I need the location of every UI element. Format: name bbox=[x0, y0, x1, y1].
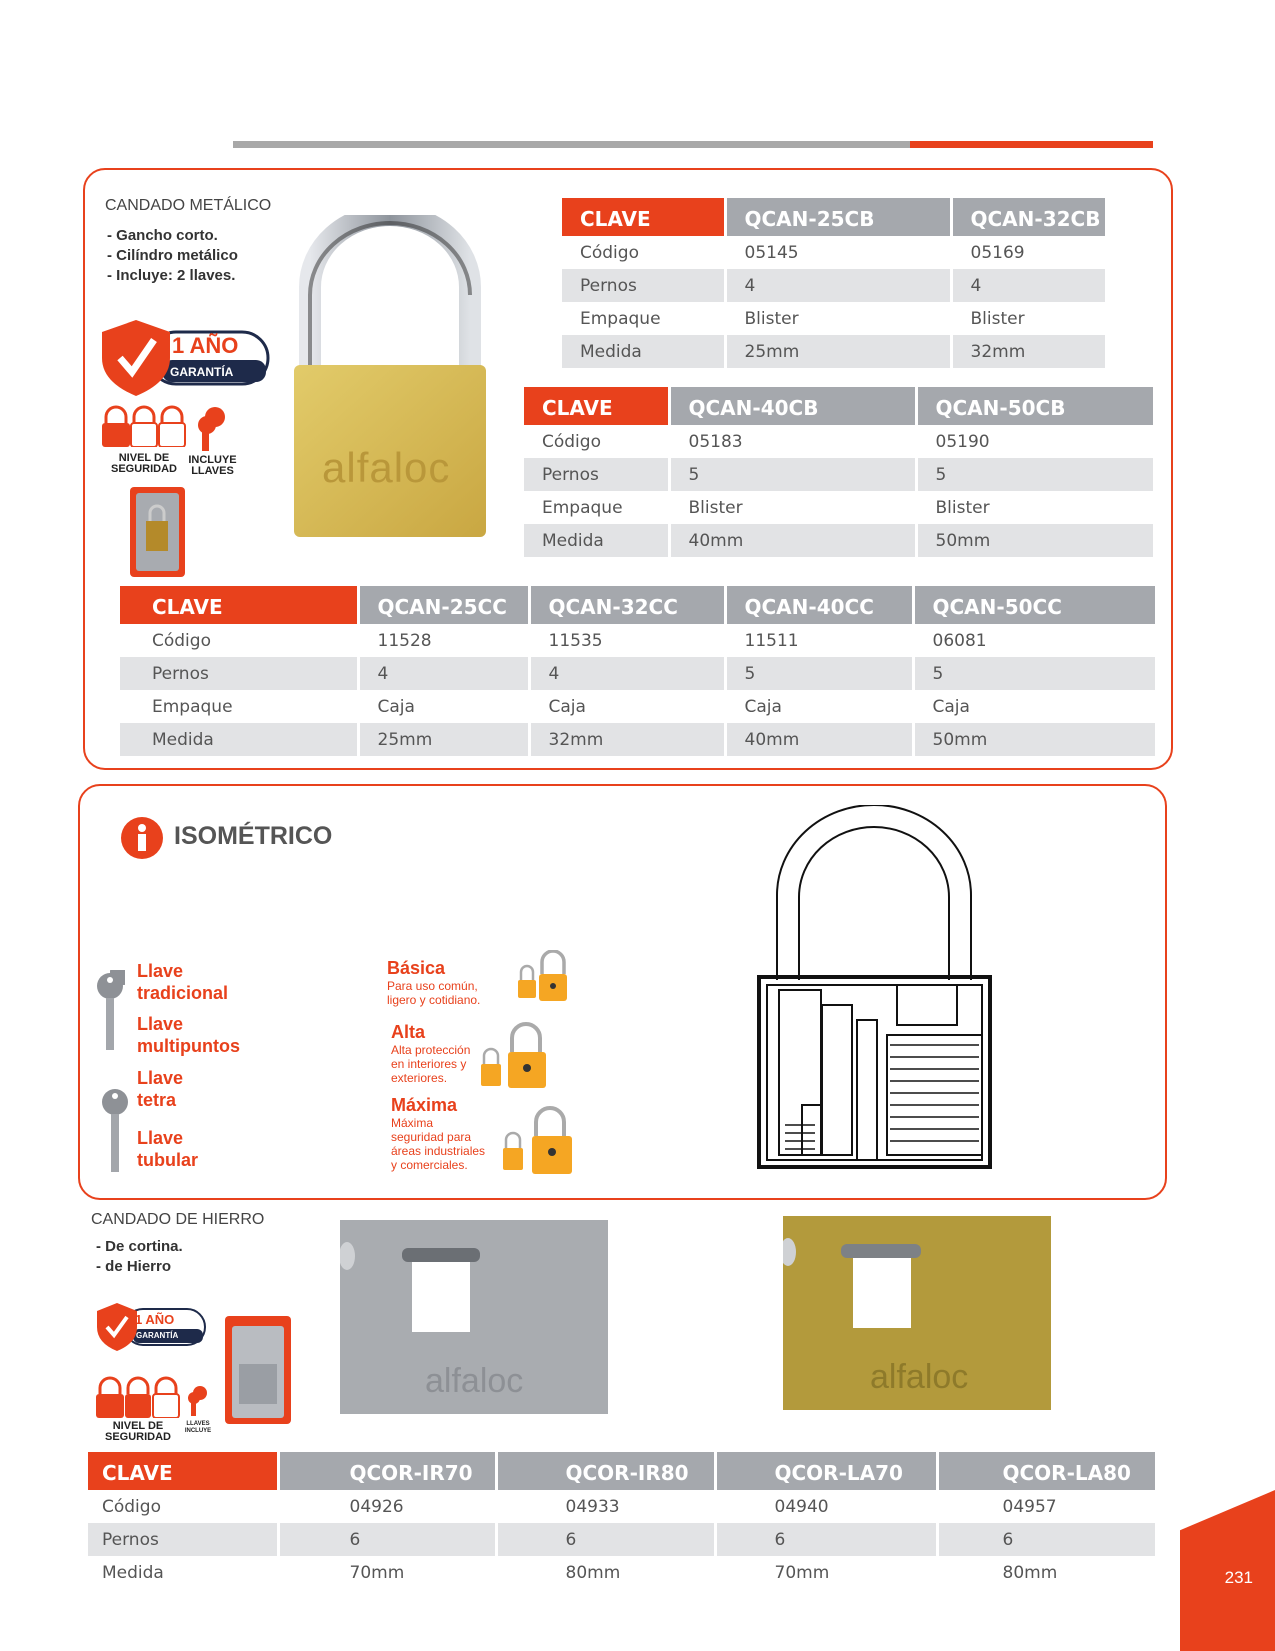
table-cell: 40mm bbox=[669, 524, 916, 557]
table-cell: Empaque bbox=[120, 690, 358, 723]
table-header-cell: QCAN-32CB bbox=[951, 198, 1106, 236]
table-header-cell: QCAN-50CC bbox=[913, 586, 1156, 624]
table-row bbox=[120, 690, 1156, 723]
table-cell: 11535 bbox=[529, 624, 725, 657]
table-cell: Pernos bbox=[524, 458, 669, 491]
level-desc: Alta protección bbox=[391, 1043, 471, 1057]
table-cell: 32mm bbox=[951, 335, 1106, 368]
security-label-line: SEGURIDAD bbox=[110, 463, 177, 475]
table-row bbox=[562, 335, 1106, 368]
table-cell: 6 bbox=[496, 1523, 715, 1556]
table-cell: 4 bbox=[725, 269, 951, 302]
table-header-row bbox=[524, 387, 1154, 425]
table-cell: 6 bbox=[715, 1523, 937, 1556]
brass-padlock-image bbox=[292, 215, 488, 541]
table-row bbox=[88, 1490, 1156, 1523]
feature-item: - Gancho corto. bbox=[107, 226, 238, 246]
level-desc: ligero y cotidiano. bbox=[387, 993, 481, 1007]
table-cell: Caja bbox=[725, 690, 913, 723]
table-row bbox=[120, 624, 1156, 657]
table-row bbox=[562, 236, 1106, 269]
security-label bbox=[104, 453, 184, 475]
table-cell: Medida bbox=[524, 524, 669, 557]
key-type-line: Llave bbox=[137, 1014, 184, 1034]
table-cell: 05169 bbox=[951, 236, 1106, 269]
level-title: Básica bbox=[387, 958, 446, 978]
table-cell: Caja bbox=[358, 690, 529, 723]
table-header-cell: QCAN-50CB bbox=[916, 387, 1154, 425]
feature-item: - De cortina. bbox=[96, 1237, 183, 1257]
security-label-line: SEGURIDAD bbox=[104, 1431, 171, 1443]
security-level-basica bbox=[387, 958, 480, 1007]
top-divider-accent bbox=[910, 141, 1153, 148]
table-cell: 4 bbox=[529, 657, 725, 690]
key-tetra-icon bbox=[100, 1086, 130, 1176]
keys-label-line: INCLUYE bbox=[184, 1428, 212, 1434]
table-header-row bbox=[562, 198, 1106, 236]
key-type-label bbox=[137, 1127, 198, 1171]
table-cell: 80mm bbox=[937, 1556, 1156, 1589]
spec-table bbox=[524, 387, 1156, 557]
table-header-cell: QCOR-LA70 bbox=[715, 1452, 937, 1490]
table-cell: 70mm bbox=[715, 1556, 937, 1589]
key-type-line: multipuntos bbox=[137, 1036, 240, 1056]
level-desc: y comerciales. bbox=[391, 1158, 468, 1172]
level-title: Alta bbox=[391, 1022, 426, 1042]
security-label-line: NIVEL DE bbox=[118, 452, 170, 464]
table-cell: 04933 bbox=[496, 1490, 715, 1523]
top-divider bbox=[233, 141, 1153, 148]
table-cell: Blister bbox=[951, 302, 1106, 335]
security-level-alta bbox=[391, 1022, 470, 1085]
table-cell: 11511 bbox=[725, 624, 913, 657]
table-cell: 05145 bbox=[725, 236, 951, 269]
table-cell: 5 bbox=[916, 458, 1154, 491]
padlock-pair-icon bbox=[515, 950, 570, 1002]
table-header-cell: QCAN-40CB bbox=[669, 387, 916, 425]
table-cell: 5 bbox=[725, 657, 913, 690]
key-traditional-icon bbox=[95, 970, 125, 1052]
page-number: 231 bbox=[1224, 1568, 1253, 1587]
level-desc: exteriores. bbox=[391, 1071, 448, 1085]
key-type-line: Llave bbox=[137, 961, 184, 981]
table-cell: 05190 bbox=[916, 425, 1154, 458]
keys-label bbox=[182, 1421, 214, 1435]
table-row bbox=[524, 524, 1154, 557]
table-cell: Pernos bbox=[88, 1523, 278, 1556]
table-row bbox=[120, 723, 1156, 756]
table-cell: Empaque bbox=[562, 302, 725, 335]
table-cell: Pernos bbox=[120, 657, 358, 690]
feature-list bbox=[96, 1237, 183, 1277]
security-label-line: NIVEL DE bbox=[112, 1420, 164, 1432]
table-header-row bbox=[120, 586, 1156, 624]
table-row bbox=[524, 425, 1154, 458]
spec-table bbox=[88, 1452, 1158, 1589]
brand-embossing: alfaloc bbox=[870, 1358, 969, 1396]
feature-item: - de Hierro bbox=[96, 1257, 183, 1277]
table-cell: 04926 bbox=[278, 1490, 496, 1523]
table-cell: 25mm bbox=[358, 723, 529, 756]
table-cell: 06081 bbox=[913, 624, 1156, 657]
key-type-label bbox=[137, 1013, 240, 1057]
table-row bbox=[524, 458, 1154, 491]
table-cell: 80mm bbox=[496, 1556, 715, 1589]
table-cell: Medida bbox=[88, 1556, 278, 1589]
table-cell: Caja bbox=[529, 690, 725, 723]
spec-table bbox=[120, 586, 1158, 756]
table-row bbox=[88, 1556, 1156, 1589]
table-cell: 6 bbox=[278, 1523, 496, 1556]
brand-embossing: alfaloc bbox=[425, 1362, 524, 1400]
table-row bbox=[562, 269, 1106, 302]
table-cell: Blister bbox=[725, 302, 951, 335]
padlock-cutaway-diagram bbox=[757, 805, 992, 1171]
table-cell: Pernos bbox=[562, 269, 725, 302]
keys-icon bbox=[184, 1384, 212, 1418]
key-type-line: Llave bbox=[137, 1068, 184, 1088]
table-cell: 05183 bbox=[669, 425, 916, 458]
warranty-years: 1 AÑO bbox=[135, 1312, 175, 1327]
table-header-cell: CLAVE bbox=[562, 198, 725, 236]
table-header-cell: CLAVE bbox=[88, 1452, 278, 1490]
table-cell: 6 bbox=[937, 1523, 1156, 1556]
padlock-pair-icon bbox=[500, 1106, 575, 1176]
table-header-cell: QCAN-25CB bbox=[725, 198, 951, 236]
table-cell: 5 bbox=[913, 657, 1156, 690]
table-header-cell: CLAVE bbox=[120, 586, 358, 624]
table-row bbox=[562, 302, 1106, 335]
section-title: ISOMÉTRICO bbox=[174, 822, 333, 850]
table-cell: Código bbox=[562, 236, 725, 269]
level-desc: en interiores y bbox=[391, 1057, 467, 1071]
keys-label-line: LLAVES bbox=[191, 465, 234, 477]
level-desc: Máxima bbox=[391, 1116, 434, 1130]
table-cell: Medida bbox=[562, 335, 725, 368]
warranty-label: GARANTÍA bbox=[170, 365, 234, 379]
keys-icon bbox=[193, 405, 233, 453]
table-cell: Código bbox=[88, 1490, 278, 1523]
table-cell: 04940 bbox=[715, 1490, 937, 1523]
key-type-label bbox=[137, 1067, 183, 1111]
table-cell: Código bbox=[120, 624, 358, 657]
table-cell: 4 bbox=[358, 657, 529, 690]
product-title: CANDADO DE HIERRO bbox=[91, 1211, 265, 1228]
blister-pack-image bbox=[130, 487, 185, 577]
table-header-cell: CLAVE bbox=[524, 387, 669, 425]
key-type-line: tetra bbox=[137, 1090, 177, 1110]
table-cell: 11528 bbox=[358, 624, 529, 657]
security-level-maxima bbox=[391, 1095, 485, 1172]
table-header-cell: QCOR-LA80 bbox=[937, 1452, 1156, 1490]
level-desc: seguridad para bbox=[391, 1130, 472, 1144]
level-desc: Para uso común, bbox=[387, 979, 478, 993]
table-header-row bbox=[88, 1452, 1156, 1490]
table-cell: Medida bbox=[120, 723, 358, 756]
feature-list bbox=[107, 226, 238, 286]
table-header-cell: QCOR-IR80 bbox=[496, 1452, 715, 1490]
feature-item: - Cilíndro metálico bbox=[107, 246, 238, 266]
level-title: Máxima bbox=[391, 1095, 458, 1115]
table-row bbox=[88, 1523, 1156, 1556]
table-cell: 40mm bbox=[725, 723, 913, 756]
feature-item: - Incluye: 2 llaves. bbox=[107, 266, 238, 286]
table-header-cell: QCAN-32CC bbox=[529, 586, 725, 624]
level-desc: áreas industriales bbox=[391, 1144, 486, 1158]
table-cell: 32mm bbox=[529, 723, 725, 756]
table-cell: 50mm bbox=[916, 524, 1154, 557]
security-label bbox=[98, 1421, 178, 1443]
security-level-icon bbox=[96, 1376, 180, 1418]
table-header-cell: QCOR-IR70 bbox=[278, 1452, 496, 1490]
table-cell: 4 bbox=[951, 269, 1106, 302]
table-cell: 04957 bbox=[937, 1490, 1156, 1523]
blister-pack-image bbox=[225, 1316, 291, 1424]
brand-embossing: alfaloc bbox=[322, 444, 451, 491]
warranty-label: GARANTÍA bbox=[136, 1331, 179, 1340]
table-cell: 25mm bbox=[725, 335, 951, 368]
key-type-line: Llave bbox=[137, 1128, 184, 1148]
key-type-label bbox=[137, 960, 228, 1004]
keys-label-line: INCLUYE bbox=[188, 454, 237, 466]
table-cell: Blister bbox=[916, 491, 1154, 524]
keys-label-line: LLAVES bbox=[186, 1421, 210, 1427]
spec-table bbox=[562, 198, 1108, 368]
info-icon bbox=[120, 816, 164, 860]
keys-label bbox=[185, 455, 240, 477]
table-cell: Blister bbox=[669, 491, 916, 524]
table-cell: Código bbox=[524, 425, 669, 458]
table-cell: 70mm bbox=[278, 1556, 496, 1589]
table-row bbox=[120, 657, 1156, 690]
security-level-icon bbox=[102, 405, 186, 447]
table-cell: 5 bbox=[669, 458, 916, 491]
table-cell: Empaque bbox=[524, 491, 669, 524]
table-cell: Caja bbox=[913, 690, 1156, 723]
warranty-badge bbox=[95, 1303, 207, 1351]
padlock-pair-icon bbox=[478, 1020, 550, 1090]
table-cell: 50mm bbox=[913, 723, 1156, 756]
key-type-line: tradicional bbox=[137, 983, 229, 1003]
product-title: CANDADO METÁLICO bbox=[105, 197, 272, 214]
table-header-cell: QCAN-25CC bbox=[358, 586, 529, 624]
table-row bbox=[524, 491, 1154, 524]
table-header-cell: QCAN-40CC bbox=[725, 586, 913, 624]
key-type-line: tubular bbox=[137, 1150, 198, 1170]
warranty-years: 1 AÑO bbox=[172, 333, 239, 358]
